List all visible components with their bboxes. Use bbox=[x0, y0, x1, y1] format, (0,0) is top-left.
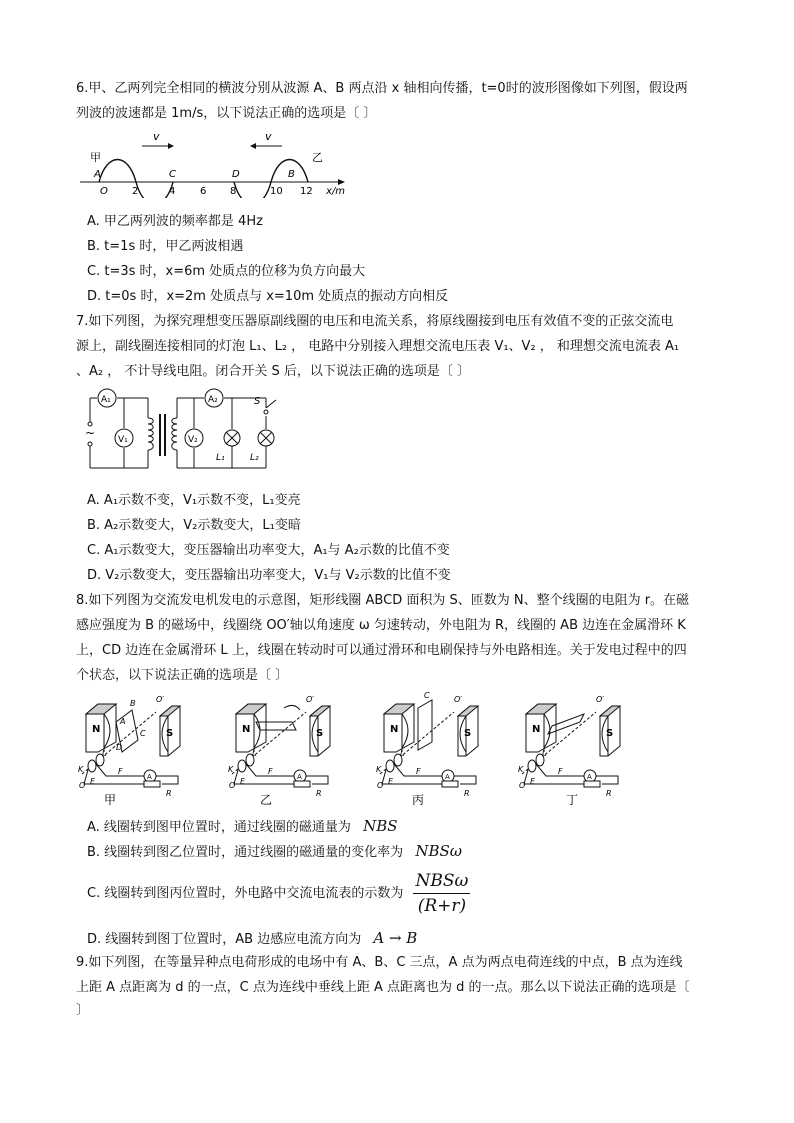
q9-stem-line1: 9.如下列图，在等量异种点电荷形成的电场中有 A、B、C 三点，A 点为两点电荷连线的中点，B 点为连线 bbox=[76, 955, 683, 970]
axis-oprime-label-2: O′ bbox=[306, 695, 315, 704]
tick-6: 6 bbox=[200, 186, 207, 197]
q8-option-a bbox=[87, 816, 398, 838]
q8-stem-line1: 8.如下列图为交流发电机发电的示意图，矩形线圈 ABCD 面积为 S、匝数为 N、整个线圈的电阻为 r。在磁 bbox=[76, 593, 690, 608]
q7-option-b: B. A₂示数变大，V₂示数变大，L₁变暗 bbox=[87, 518, 301, 533]
origin-label: O bbox=[100, 186, 108, 197]
q7-stem-line2: 源上，副线圈连接相同的灯泡 L₁、L₂ ， 电路中分别接入理想交流电压表 V₁、V₂ ， 和理想交流电流表 A₁ bbox=[76, 339, 680, 354]
q7-option-a: A. A₁示数不变，V₁示数不变，L₁变亮 bbox=[87, 493, 301, 508]
q8-stem-line3: 上，CD 边连在金属滑环 L 上，线圈在转动时可以通过滑环和电刷保持与外电路相连。关于发电过程中的四 bbox=[76, 643, 687, 658]
q6-option-a: A. 甲乙两列波的频率都是 4Hz bbox=[87, 214, 263, 229]
axis-o-label-3: O bbox=[377, 781, 384, 790]
wave-v-label-left: v bbox=[153, 130, 160, 143]
q8-option-c-fraction bbox=[413, 870, 470, 917]
coil-c-label-1: C bbox=[140, 729, 146, 738]
ring-l-label-1: L bbox=[102, 749, 107, 758]
magnet-n-label-4: N bbox=[532, 724, 541, 735]
q7-transformer-circuit bbox=[82, 384, 282, 480]
brush-e-label-2: E bbox=[240, 777, 246, 786]
tick-8: 8 bbox=[230, 186, 237, 197]
ammeter-label-3: A bbox=[445, 773, 450, 781]
ring-l-label-4: L bbox=[542, 749, 547, 758]
q8-stem-line2: 感应强度为 B 的磁场中，线圈绕 OO′轴以角速度 ω 匀速转动，外电阻为 R，线圈的 AB 边连在金属滑环 K bbox=[76, 618, 686, 633]
q8-option-b bbox=[87, 841, 462, 863]
q9-stem-line2: 上距 A 点距离为 d 的一点，C 点为连线中垂线上距 A 点距离也为 d 的一点。那么以下说法正确的选项是〔 bbox=[76, 980, 690, 995]
coil-d-label-1: D bbox=[116, 743, 123, 752]
magnet-n-label-1: N bbox=[92, 724, 101, 735]
voltmeter-v2-label: V₂ bbox=[188, 435, 198, 445]
q7-stem-line1: 7.如下列图，为探究理想变压器原副线圈的电压和电流关系，将原线圈接到电压有效值不变的正弦交流电 bbox=[76, 314, 674, 329]
q9-stem-line3: 〕 bbox=[76, 1003, 90, 1018]
ring-k-label-4: K bbox=[518, 765, 524, 774]
ammeter-label-4: A bbox=[587, 773, 592, 781]
switch-s-label: S bbox=[254, 396, 261, 407]
axis-o-label-4: O bbox=[519, 781, 526, 790]
q8-option-c bbox=[87, 866, 470, 922]
q6-option-c: C. t=3s 时，x=6m 处质点的位移为负方向最大 bbox=[87, 264, 366, 279]
magnet-n-label-2: N bbox=[242, 724, 251, 735]
tick-4: 4 bbox=[169, 186, 176, 197]
tick-2: 2 bbox=[132, 186, 139, 197]
q6-option-b: B. t=1s 时，甲乙两波相遇 bbox=[87, 239, 244, 254]
axis-o-label-2: O bbox=[229, 781, 236, 790]
q6-option-d: D. t=0s 时，x=2m 处质点与 x=10m 处质点的振动方向相反 bbox=[87, 289, 449, 304]
wave-yi-label: 乙 bbox=[312, 151, 323, 164]
ring-k-label-2: K bbox=[228, 765, 234, 774]
q8-option-c-denominator: (R+r) bbox=[417, 896, 467, 916]
ring-l-label-2: L bbox=[252, 749, 257, 758]
ammeter-label-1: A bbox=[147, 773, 152, 781]
q8-option-b-formula: NBSω bbox=[415, 842, 462, 860]
lamp-l1-label: L₁ bbox=[216, 453, 225, 463]
brush-f-label-3: F bbox=[416, 767, 421, 776]
q8-option-d-formula: A → B bbox=[373, 929, 418, 947]
wave-v-label-right: v bbox=[265, 130, 272, 143]
ammeter-label-2: A bbox=[297, 773, 302, 781]
ammeter-a2-label: A₂ bbox=[208, 395, 218, 405]
axis-o-label-1: O bbox=[79, 781, 86, 790]
q8-option-d bbox=[87, 928, 417, 950]
q6-wave-figure bbox=[76, 128, 358, 198]
resistor-r-label-1: R bbox=[166, 789, 172, 798]
lamp-l2-label: L₂ bbox=[250, 453, 259, 463]
coil-b-label-1: B bbox=[130, 699, 136, 708]
q8-stem-line4: 个状态，以下说法正确的选项是〔 〕 bbox=[76, 668, 289, 683]
axis-label: x/m bbox=[326, 186, 346, 197]
q8-option-a-formula: NBS bbox=[363, 817, 398, 835]
caption-ding: 丁 bbox=[566, 793, 579, 807]
q7-stem-line3: 、A₂ ， 不计导线电阻。闭合开关 S 后，以下说法正确的选项是〔 〕 bbox=[76, 364, 471, 379]
ring-k-label-3: K bbox=[376, 765, 382, 774]
brush-f-label-1: F bbox=[118, 767, 123, 776]
point-A-label: A bbox=[94, 169, 101, 180]
ring-k-label-1: K bbox=[78, 765, 84, 774]
tick-10: 10 bbox=[270, 186, 283, 197]
ring-l-label-3: L bbox=[400, 749, 405, 758]
brush-e-label-3: E bbox=[388, 777, 394, 786]
q6-stem-line1: 6.甲、乙两列完全相同的横波分别从波源 A、B 两点沿 x 轴相向传播，t=0时的波形图像如下列图，假设两 bbox=[76, 81, 688, 96]
voltmeter-v1-label: V₁ bbox=[118, 435, 128, 445]
point-B-label: B bbox=[288, 169, 295, 180]
resistor-r-label-2: R bbox=[316, 789, 322, 798]
q8-generator-figures bbox=[76, 692, 646, 810]
caption-yi: 乙 bbox=[260, 793, 273, 807]
coil-c-label-3: C bbox=[424, 692, 430, 700]
magnet-s-label-1: S bbox=[166, 728, 174, 739]
q8-option-d-text: D. 线圈转到图丁位置时，AB 边感应电流方向为 bbox=[87, 932, 362, 947]
resistor-r-label-3: R bbox=[464, 789, 470, 798]
magnet-s-label-3: S bbox=[464, 728, 472, 739]
q7-option-d: D. V₂示数变大，变压器输出功率变大，V₁与 V₂示数的比值不变 bbox=[87, 568, 451, 583]
q8-option-a-text: A. 线圈转到图甲位置时，通过线圈的磁通量为 bbox=[87, 820, 351, 835]
wave-jia-label: 甲 bbox=[90, 151, 101, 164]
caption-jia: 甲 bbox=[104, 793, 117, 807]
magnet-s-label-2: S bbox=[316, 728, 324, 739]
ac-source-symbol: ~ bbox=[85, 426, 96, 440]
resistor-r-label-4: R bbox=[606, 789, 612, 798]
point-D-label: D bbox=[232, 169, 240, 180]
q8-option-b-text: B. 线圈转到图乙位置时，通过线圈的磁通量的变化率为 bbox=[87, 845, 404, 860]
q6-stem-line2: 列波的波速都是 1m/s，以下说法正确的选项是〔 〕 bbox=[76, 106, 377, 121]
brush-e-label-1: E bbox=[90, 777, 96, 786]
brush-e-label-4: E bbox=[530, 777, 536, 786]
point-C-label: C bbox=[169, 169, 176, 180]
axis-oprime-label-4: O′ bbox=[596, 695, 605, 704]
brush-f-label-2: F bbox=[268, 767, 273, 776]
coil-a-label-1: A bbox=[120, 717, 126, 726]
tick-12: 12 bbox=[300, 186, 313, 197]
brush-f-label-4: F bbox=[558, 767, 563, 776]
q7-option-c: C. A₁示数变大，变压器输出功率变大，A₁与 A₂示数的比值不变 bbox=[87, 543, 450, 558]
magnet-n-label-3: N bbox=[390, 724, 399, 735]
axis-oprime-label-3: O′ bbox=[454, 695, 463, 704]
q8-option-c-numerator: NBSω bbox=[413, 870, 470, 894]
axis-oprime-label-1: O′ bbox=[156, 695, 165, 704]
magnet-s-label-4: S bbox=[606, 728, 614, 739]
q8-option-c-text: C. 线圈转到图丙位置时，外电路中交流电流表的示数为 bbox=[87, 886, 404, 901]
caption-bing: 丙 bbox=[412, 793, 425, 807]
ammeter-a1-label: A₁ bbox=[101, 395, 111, 405]
